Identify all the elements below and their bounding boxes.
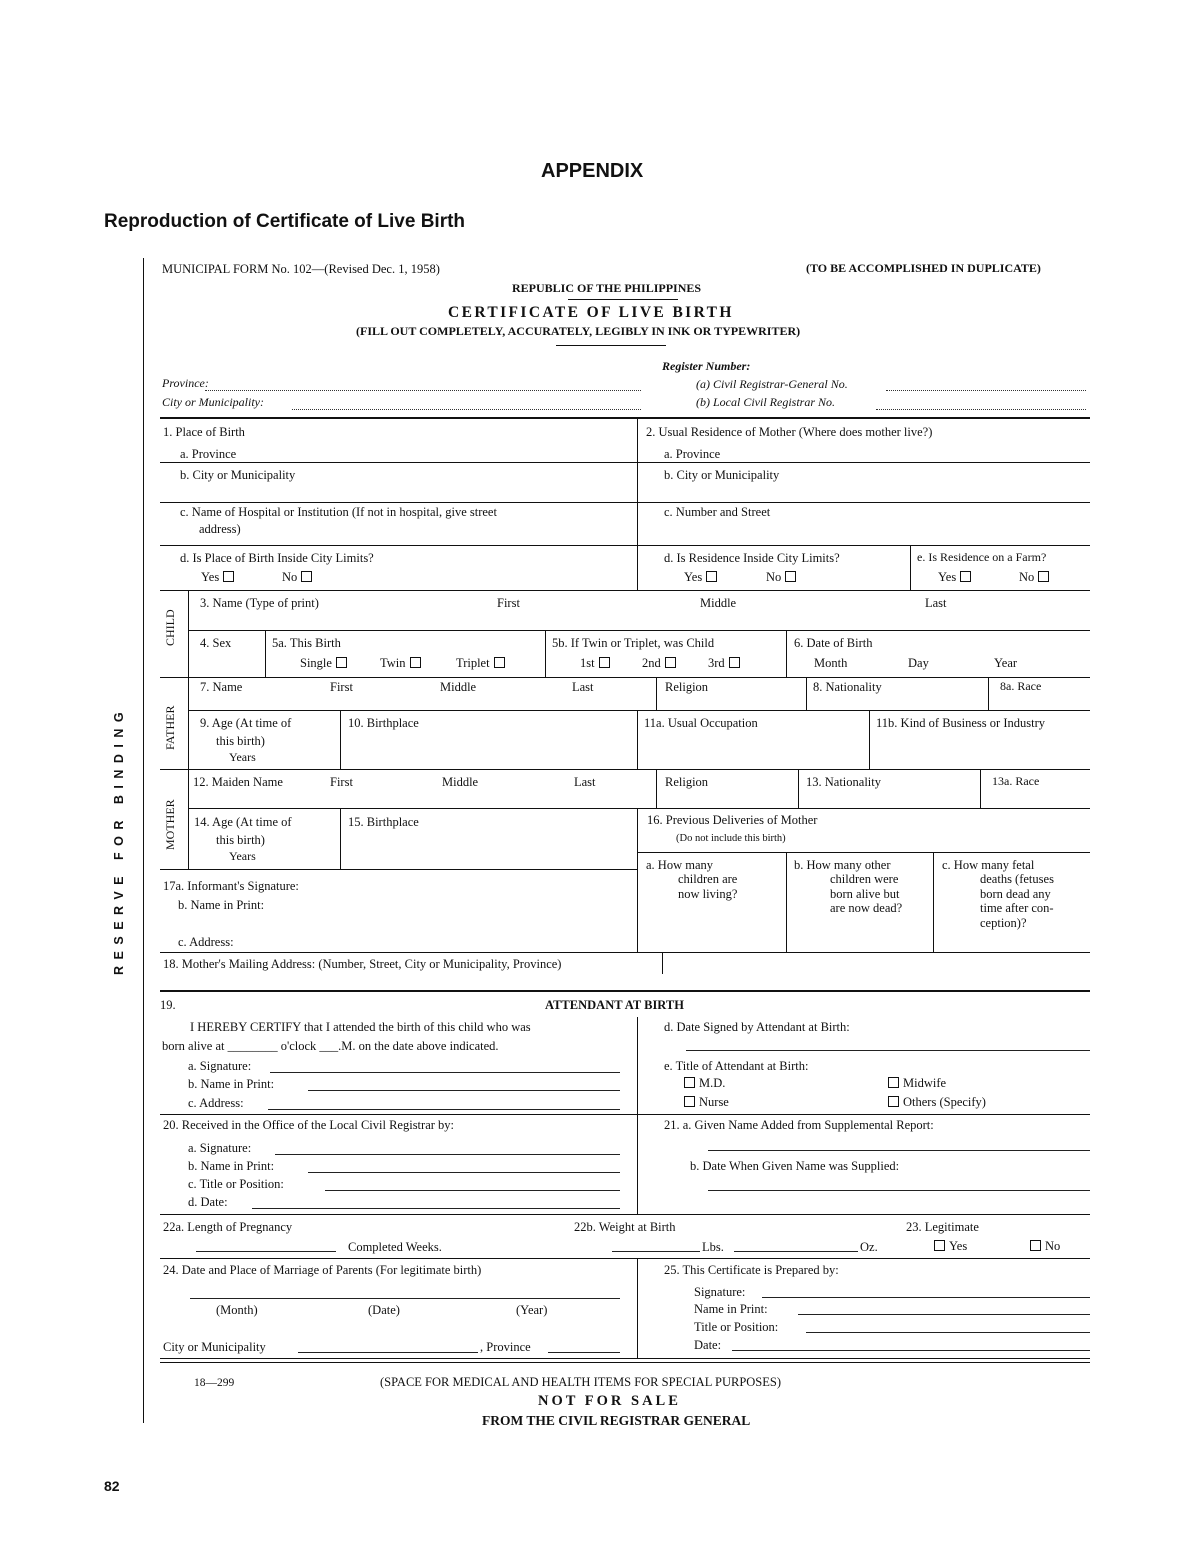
margin-rule [143, 258, 144, 1423]
checkbox-icon[interactable] [1030, 1240, 1041, 1251]
form-code: 18—299 [194, 1377, 235, 1389]
medical-space-note: (SPACE FOR MEDICAL AND HEALTH ITEMS FOR SPECIAL PURPOSES) [380, 1375, 781, 1389]
form-number: MUNICIPAL FORM No. 102—(Revised Dec. 1, 1958) [162, 262, 440, 276]
single-label: Single [300, 656, 332, 670]
field-1d-label: d. Is Place of Birth Inside City Limits? [180, 551, 374, 565]
registrar-name-label: b. Name in Print: [188, 1159, 275, 1173]
field-16b-line: b. How many other [794, 858, 891, 872]
duplicate-note: (TO BE ACCOMPLISHED IN DUPLICATE) [806, 261, 1041, 275]
child-middle-label: Middle [700, 596, 737, 610]
field-1-label: 1. Place of Birth [163, 425, 245, 439]
appendix-title: APPENDIX [541, 160, 644, 182]
field-16-label: 16. Previous Deliveries of Mother [647, 813, 818, 827]
register-a: (a) Civil Registrar-General No. [696, 377, 848, 391]
field-16c-line: deaths (fetuses [980, 872, 1054, 887]
checkbox-icon[interactable] [599, 657, 610, 668]
father-religion-label: Religion [665, 680, 709, 694]
field-13a-label: 13a. Race [992, 774, 1040, 788]
city-label: City or Municipality: [162, 395, 264, 409]
registrar-general-note: FROM THE CIVIL REGISTRAR GENERAL [482, 1413, 751, 1428]
field-1c-continued: address) [199, 522, 241, 536]
second-born-label: 2nd [642, 656, 661, 670]
preparer-date-label: Date: [694, 1338, 722, 1352]
father-middle-label: Middle [440, 680, 477, 694]
attendant-midwife-option[interactable] [888, 1076, 946, 1090]
attendant-date-signed-label: d. Date Signed by Attendant at Birth: [664, 1020, 850, 1034]
preparer-signature-line[interactable] [762, 1297, 1090, 1298]
field-16b-label [794, 858, 903, 916]
others-label: Others (Specify) [903, 1095, 986, 1109]
registrar-signature-label: a. Signature: [188, 1141, 252, 1155]
register-number-label: Register Number: [662, 359, 751, 373]
registrar-signature-line[interactable] [275, 1154, 620, 1155]
attendant-title: ATTENDANT AT BIRTH [545, 998, 684, 1012]
field-1d-yes[interactable] [201, 570, 234, 584]
field-17b-label: b. Name in Print: [178, 898, 265, 912]
marriage-month-label: (Month) [216, 1303, 258, 1317]
preparer-signature-label: Signature: [694, 1285, 746, 1299]
yes-label: Yes [201, 570, 220, 584]
marriage-date-line[interactable] [190, 1298, 620, 1299]
pregnancy-weeks-line[interactable] [196, 1251, 336, 1252]
registrar-title-line[interactable] [325, 1190, 620, 1191]
field-23-label: 23. Legitimate [906, 1220, 979, 1234]
field-16c-line: time after con- [980, 901, 1054, 916]
marriage-city-line[interactable] [298, 1352, 478, 1353]
field-5a-label: 5a. This Birth [272, 636, 341, 650]
attendant-signature-label: a. Signature: [188, 1059, 252, 1073]
nurse-label: Nurse [699, 1095, 729, 1109]
preparer-date-line[interactable] [732, 1350, 1090, 1351]
pregnancy-weeks-label: Completed Weeks. [348, 1240, 442, 1254]
field-16a-line: now living? [678, 886, 738, 901]
field-13-label: 13. Nationality [806, 775, 881, 789]
registrar-date-line[interactable] [252, 1208, 620, 1209]
child-first-label: First [497, 596, 520, 610]
checkbox-icon[interactable] [934, 1240, 945, 1251]
given-name-line[interactable] [708, 1150, 1090, 1151]
field-2-label: 2. Usual Residence of Mother (Where does mother live?) [646, 425, 933, 439]
page-heading: Reproduction of Certificate of Live Birth [104, 211, 466, 232]
field-21a-label: 21. a. Given Name Added from Supplemental Report: [664, 1118, 934, 1132]
field-22a-label: 22a. Length of Pregnancy [163, 1220, 293, 1234]
field-7-label: 7. Name [200, 680, 243, 694]
checkbox-icon[interactable] [1038, 571, 1049, 582]
field-16c-line: born dead any [980, 886, 1051, 901]
twin-label: Twin [380, 656, 406, 670]
field-8a-label: 8a. Race [1000, 679, 1042, 693]
attendant-signature-line[interactable] [270, 1072, 620, 1073]
order-first[interactable] [580, 656, 610, 670]
birth-single[interactable] [300, 656, 347, 670]
attendant-address-label: c. Address: [188, 1096, 244, 1110]
marriage-province-line[interactable] [548, 1352, 620, 1353]
field-9-label: 9. Age (At time of [200, 716, 292, 730]
mother-first-label: First [330, 775, 353, 789]
field-17c-label: c. Address: [178, 935, 234, 949]
field-16c-line: c. How many fetal [942, 858, 1035, 872]
field-16a-line: children are [678, 872, 738, 887]
no-label: No [766, 570, 782, 584]
republic-label: REPUBLIC OF THE PHILIPPINES [512, 281, 702, 295]
field-12-label: 12. Maiden Name [193, 775, 283, 789]
field-2c-label: c. Number and Street [664, 505, 771, 519]
first-born-label: 1st [580, 656, 595, 670]
checkbox-icon[interactable] [729, 657, 740, 668]
midwife-label: Midwife [903, 1076, 947, 1090]
field-2b-label: b. City or Municipality [664, 468, 780, 482]
field-2d-no[interactable] [766, 570, 796, 584]
checkbox-icon[interactable] [960, 571, 971, 582]
field-21b-label: b. Date When Given Name was Supplied: [690, 1159, 900, 1173]
field-14-years: Years [229, 849, 256, 863]
checkbox-icon[interactable] [301, 571, 312, 582]
field-16b-line: children were [830, 872, 899, 887]
checkbox-icon[interactable] [494, 657, 505, 668]
legitimate-no[interactable] [1030, 1239, 1060, 1253]
marriage-date-label: (Date) [368, 1303, 400, 1317]
father-first-label: First [330, 680, 353, 694]
binding-side-text: RESERVE FOR BINDING [112, 705, 126, 975]
weight-lbs-line[interactable] [612, 1251, 700, 1252]
field-15-label: 15. Birthplace [348, 815, 419, 829]
checkbox-icon[interactable] [888, 1077, 899, 1088]
checkbox-icon[interactable] [336, 657, 347, 668]
checkbox-icon[interactable] [684, 1077, 695, 1088]
province-label: Province: [162, 376, 209, 390]
field-2e-label: e. Is Residence on a Farm? [917, 550, 1047, 564]
yes-label: Yes [949, 1239, 968, 1253]
birth-twin[interactable] [380, 656, 421, 670]
field-1c-label: c. Name of Hospital or Institution (If not in hospital, give street [180, 505, 497, 519]
yes-label: Yes [684, 570, 703, 584]
attendant-certification: I HEREBY CERTIFY that I attended the birth of this child who was [190, 1020, 531, 1034]
order-second[interactable] [642, 656, 676, 670]
no-label: No [282, 570, 298, 584]
field-11a-label: 11a. Usual Occupation [644, 716, 758, 730]
no-label: No [1019, 570, 1035, 584]
page-number: 82 [104, 1478, 120, 1494]
field-16b-line: are now dead? [830, 901, 903, 916]
md-label: M.D. [699, 1076, 726, 1090]
third-born-label: 3rd [708, 656, 725, 670]
field-19-number: 19. [160, 998, 176, 1012]
father-section-label: FATHER [163, 705, 177, 750]
weight-oz-label: Oz. [860, 1240, 878, 1254]
field-25-label: 25. This Certificate is Prepared by: [664, 1263, 839, 1277]
field-16a-line: a. How many [646, 858, 713, 872]
field-9-line2: this birth) [216, 734, 265, 748]
no-label: No [1045, 1239, 1061, 1253]
marriage-city-label: City or Municipality [163, 1340, 266, 1354]
attendant-certification-line2: born alive at ________ o'clock ___.M. on the date above indicated. [162, 1039, 499, 1053]
preparer-title-label: Title or Position: [694, 1320, 779, 1334]
attendant-date-line[interactable] [686, 1050, 1090, 1051]
father-last-label: Last [572, 680, 594, 694]
register-b: (b) Local Civil Registrar No. [696, 395, 835, 409]
field-16b-line: born alive but [830, 886, 900, 901]
weight-oz-line[interactable] [734, 1251, 858, 1252]
checkbox-icon[interactable] [706, 571, 717, 582]
field-24-label: 24. Date and Place of Marriage of Parents (For legitimate birth) [163, 1263, 482, 1277]
marriage-year-label: (Year) [516, 1303, 548, 1317]
field-3-label: 3. Name (Type of print) [200, 596, 319, 610]
field-2d-yes[interactable] [684, 570, 717, 584]
attendant-name-line[interactable] [308, 1090, 620, 1091]
field-20-label: 20. Received in the Office of the Local Civil Registrar by: [163, 1118, 455, 1132]
checkbox-icon[interactable] [665, 657, 676, 668]
field-16-note: (Do not include this birth) [676, 833, 786, 844]
field-10-label: 10. Birthplace [348, 716, 419, 730]
field-14-label: 14. Age (At time of [194, 815, 292, 829]
field-2d-label: d. Is Residence Inside City Limits? [664, 551, 840, 565]
yes-label: Yes [938, 570, 957, 584]
registrar-date-label: d. Date: [188, 1195, 228, 1209]
field-18-label: 18. Mother's Mailing Address: (Number, Street, City or Municipality, Province) [163, 957, 562, 971]
not-for-sale: NOT FOR SALE [538, 1393, 681, 1409]
marriage-province-label: , Province [480, 1340, 531, 1354]
field-5b-label: 5b. If Twin or Triplet, was Child [552, 636, 715, 650]
field-8-label: 8. Nationality [813, 680, 882, 694]
field-2e-no[interactable] [1019, 570, 1049, 584]
preparer-name-line[interactable] [798, 1314, 1090, 1315]
registrar-name-line[interactable] [308, 1172, 620, 1173]
certificate-title: CERTIFICATE OF LIVE BIRTH [448, 304, 734, 321]
given-name-date-line[interactable] [708, 1190, 1090, 1191]
field-11b-label: 11b. Kind of Business or Industry [876, 716, 1045, 730]
dob-year-label: Year [994, 656, 1018, 670]
field-1d-no[interactable] [282, 570, 312, 584]
checkbox-icon[interactable] [888, 1096, 899, 1107]
attendant-nurse-option[interactable] [684, 1095, 729, 1109]
child-section-label: CHILD [163, 609, 177, 646]
field-14-line2: this birth) [216, 833, 265, 847]
triplet-label: Triplet [456, 656, 490, 670]
field-16c-line: ception)? [980, 915, 1027, 930]
checkbox-icon[interactable] [785, 571, 796, 582]
field-2a-label: a. Province [664, 447, 721, 461]
checkbox-icon[interactable] [684, 1096, 695, 1107]
dob-month-label: Month [814, 656, 848, 670]
legitimate-yes[interactable] [934, 1239, 967, 1253]
preparer-name-label: Name in Print: [694, 1302, 768, 1316]
birth-triplet[interactable] [456, 656, 505, 670]
attendant-title-label: e. Title of Attendant at Birth: [664, 1059, 809, 1073]
dob-day-label: Day [908, 656, 929, 670]
attendant-address-line[interactable] [268, 1109, 620, 1110]
checkbox-icon[interactable] [410, 657, 421, 668]
field-1b-label: b. City or Municipality [180, 468, 296, 482]
mother-section-label: MOTHER [163, 799, 177, 850]
field-6-label: 6. Date of Birth [794, 636, 873, 650]
registrar-title-label: c. Title or Position: [188, 1177, 284, 1191]
mother-last-label: Last [574, 775, 596, 789]
child-last-label: Last [925, 596, 947, 610]
weight-lbs-label: Lbs. [702, 1240, 724, 1254]
field-4-label: 4. Sex [200, 636, 232, 650]
checkbox-icon[interactable] [223, 571, 234, 582]
field-2e-yes[interactable] [938, 570, 971, 584]
field-16c-label [942, 858, 1054, 930]
attendant-name-label: b. Name in Print: [188, 1077, 275, 1091]
mother-middle-label: Middle [442, 775, 479, 789]
field-9-years: Years [229, 750, 256, 764]
preparer-title-line[interactable] [806, 1332, 1090, 1333]
attendant-others-option[interactable] [888, 1095, 986, 1109]
field-1a-label: a. Province [180, 447, 237, 461]
field-22b-label: 22b. Weight at Birth [574, 1220, 676, 1234]
form-instruction: (FILL OUT COMPLETELY, ACCURATELY, LEGIBLY IN INK OR TYPEWRITER) [356, 324, 801, 338]
order-third[interactable] [708, 656, 740, 670]
field-17a-label: 17a. Informant's Signature: [163, 879, 299, 893]
field-16a-label [646, 858, 738, 901]
attendant-md-option[interactable] [684, 1076, 725, 1090]
mother-religion-label: Religion [665, 775, 709, 789]
